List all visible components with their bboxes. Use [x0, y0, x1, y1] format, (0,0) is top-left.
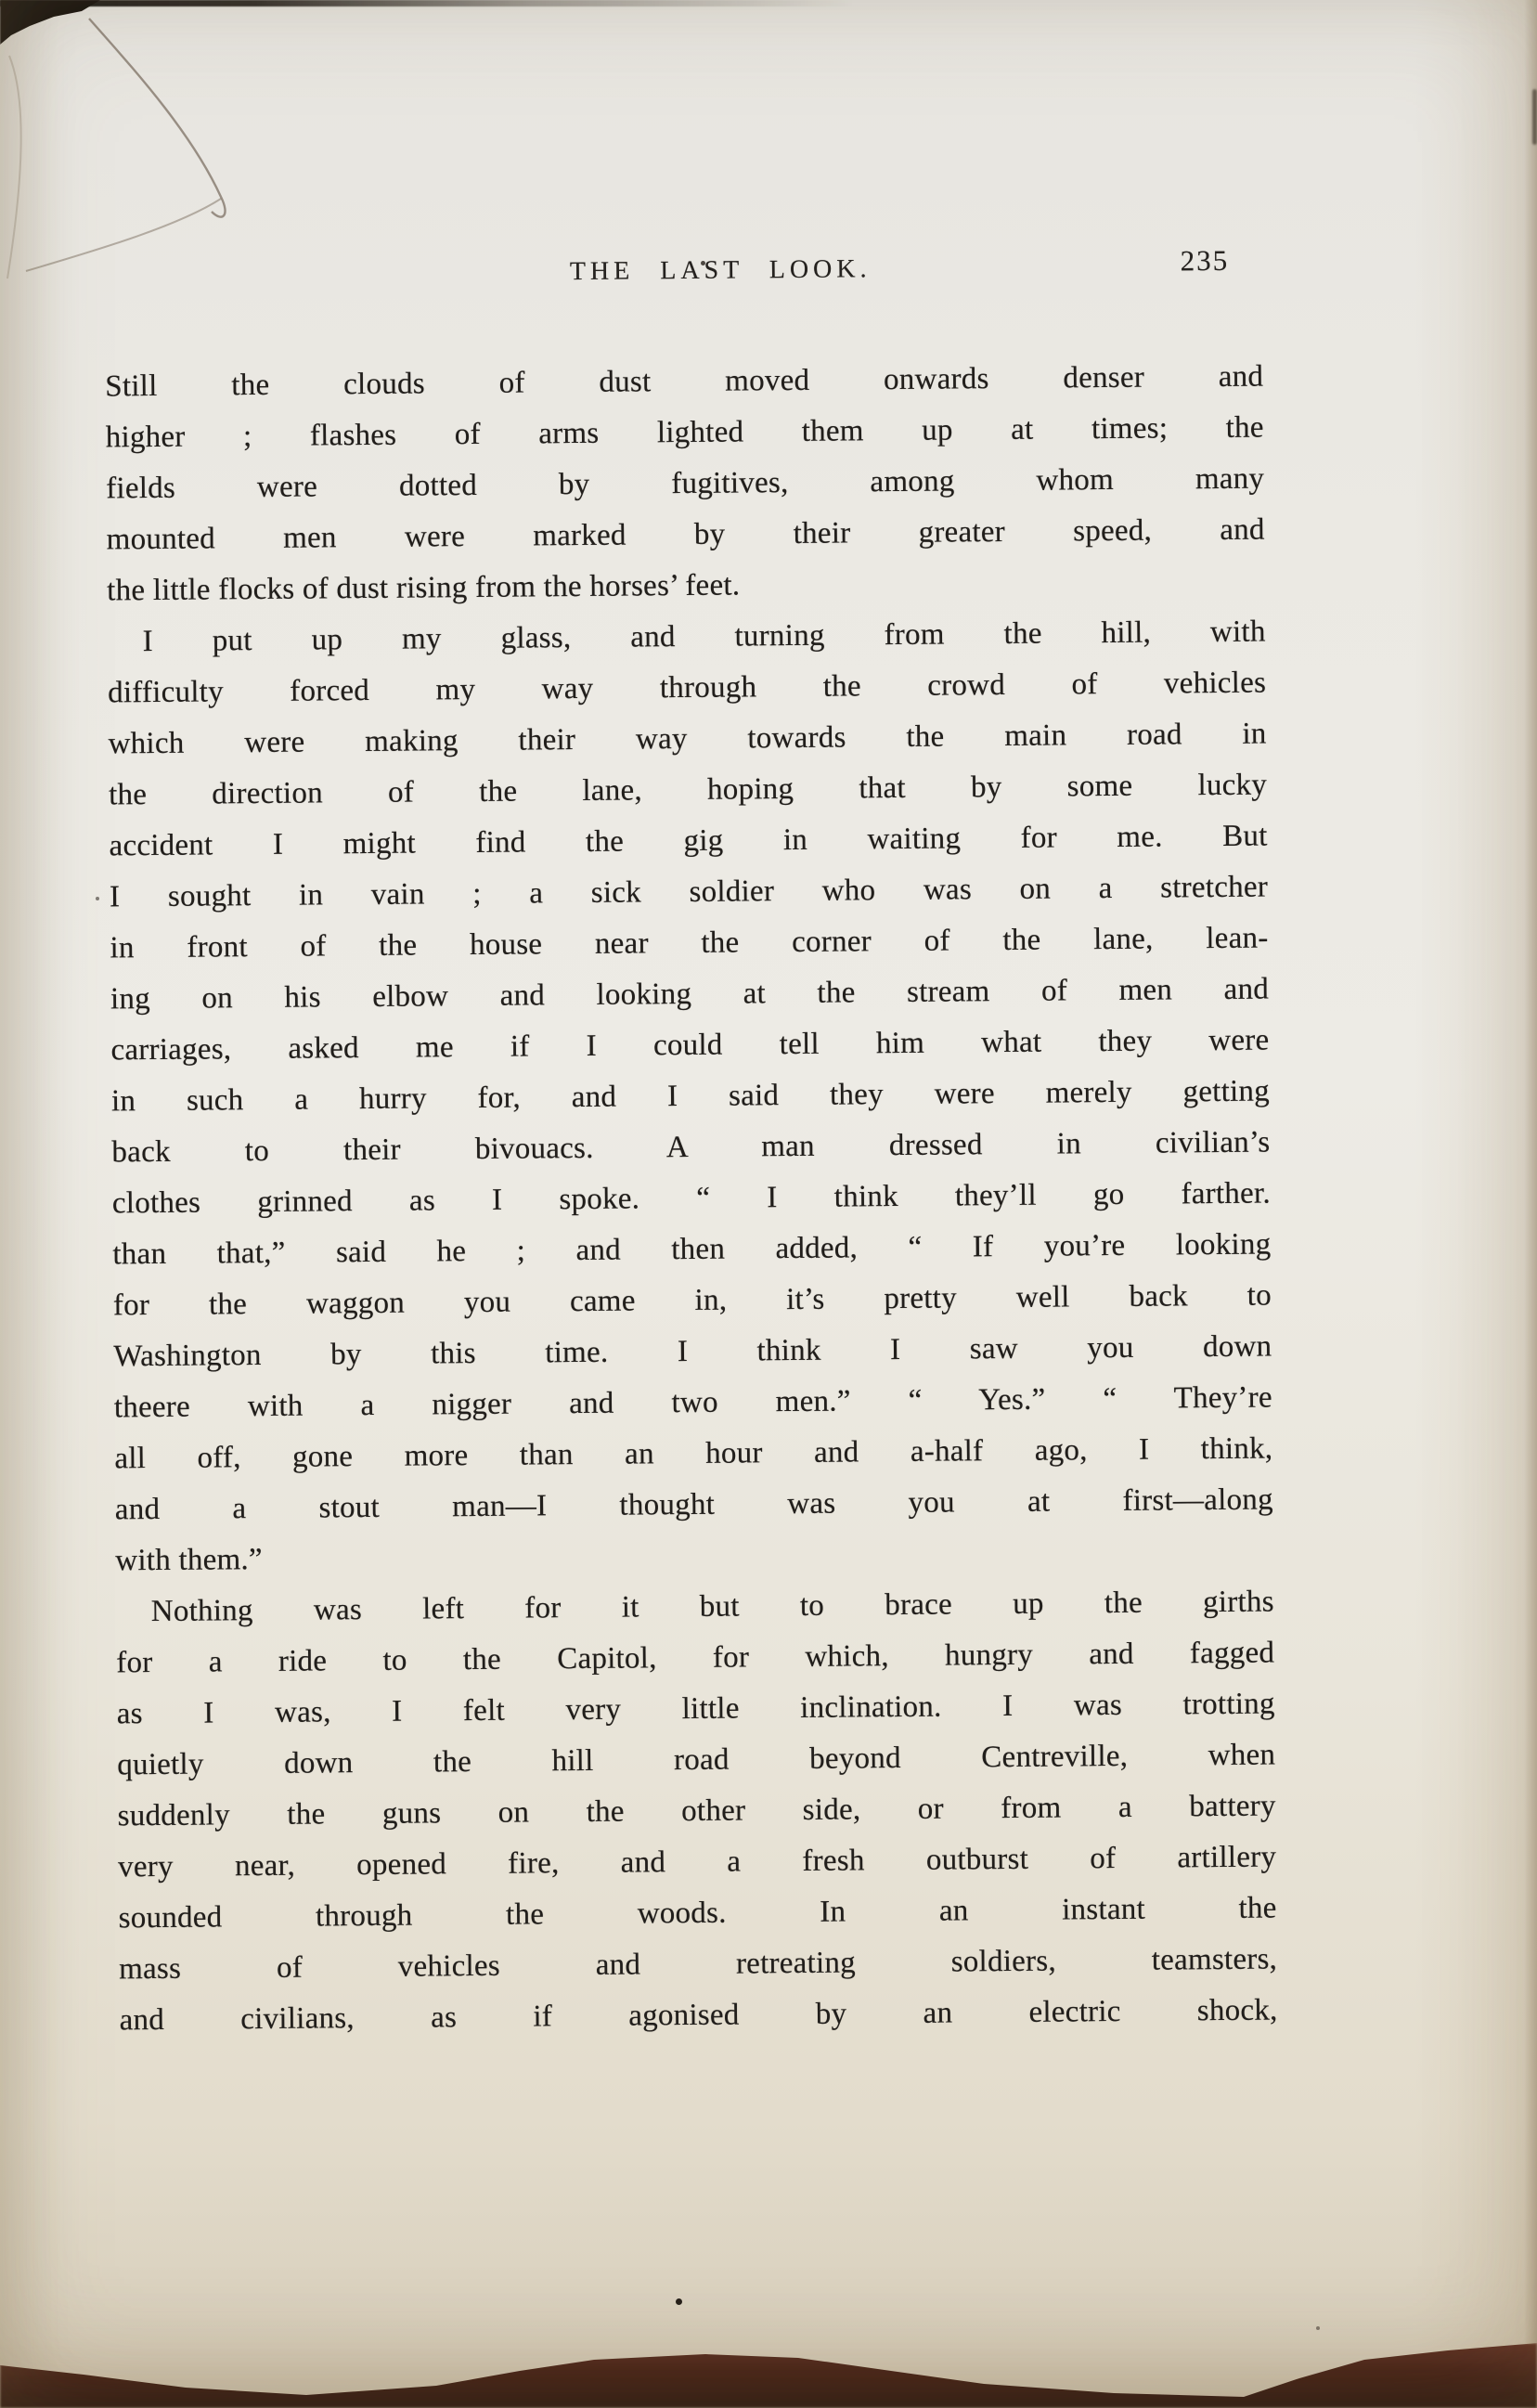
page-number: 235 [1180, 243, 1230, 278]
text-line: accident I might find the gig in waiting for me. But [109, 819, 1268, 863]
text-line: with them.” [115, 1543, 264, 1578]
torn-corner [0, 0, 121, 56]
paragraph [116, 1577, 1278, 2047]
text-line: for the waggon you came in, it’s pretty well back to [112, 1278, 1272, 1323]
text-line: in such a hurry for, and I said they were merely getting [110, 1074, 1271, 1119]
ink-speck [676, 2298, 682, 2305]
text-line: mounted men were marked by their greater speed, and [106, 512, 1265, 557]
bottom-edge-stain [0, 2343, 1537, 2408]
scan-top-edge [0, 0, 854, 6]
text-line: than that,” said he ; and then added, “ If you’re looking [112, 1227, 1272, 1272]
text-line: I sought in vain ; a sick soldier who was on a stretcher [109, 870, 1269, 914]
text-line: as I was, I felt very little inclination. I was trotting [116, 1687, 1275, 1731]
text-line: Washington by this time. I think I saw you down [113, 1329, 1272, 1374]
text-line: ing on his elbow and looking at the stream of men and [110, 972, 1270, 1016]
text-line: difficulty forced my way through the crowd of vehicles [107, 666, 1267, 710]
text-line: very near, opened fire, and a fresh outburst of artillery [118, 1840, 1277, 1884]
text-line: mass of vehicles and retreating soldiers, teamsters, [118, 1942, 1278, 1987]
text-line: in front of the house near the corner of the lane, lean- [110, 921, 1269, 965]
text-line: fields were dotted by fugitives, among whom many [106, 461, 1265, 506]
text-line: the little flocks of dust rising from the horses’ feet. [107, 568, 741, 608]
text-line: sounded through the woods. In an instant the [118, 1891, 1277, 1935]
text-line: Still the clouds of dust moved onwards denser and [105, 359, 1264, 404]
paragraph [105, 352, 1265, 617]
text-line: suddenly the guns on the other side, or from a battery [117, 1789, 1276, 1833]
text-line: which were making their way towards the main road in [108, 717, 1267, 761]
text-line: clothes grinned as I spoke. “ I think they’ll go farther. [111, 1176, 1272, 1221]
ink-speck [96, 897, 99, 900]
text-line: and a stout man—I thought was you at first—along [114, 1482, 1273, 1527]
text-line: I put up my glass, and turning from the hill, with [142, 615, 1266, 659]
text-line: the direction of the lane, hoping that by some lucky [108, 768, 1268, 812]
page-right-edge-shadow [1524, 0, 1537, 2408]
text-line: higher ; flashes of arms lighted them up at times; the [105, 410, 1264, 455]
page-text [105, 352, 1278, 2047]
running-title: THE LAST LOOK. [569, 254, 872, 287]
text-block [104, 244, 1278, 2047]
text-line: and civilians, as if agonised by an electric shock, [119, 1993, 1278, 2038]
text-line: for a ride to the Capitol, for which, hungry and fagged [116, 1636, 1275, 1680]
paragraph [107, 607, 1273, 1587]
text-line: quietly down the hill road beyond Centreville, when [117, 1738, 1276, 1782]
text-line: theere with a nigger and two men.” “ Yes.” “ They’re [113, 1380, 1272, 1425]
ink-speck [1316, 2326, 1320, 2330]
page-right-edge-mark [1532, 89, 1537, 145]
page-header [104, 244, 1263, 314]
text-line: all off, gone more than an hour and a-half ago, I think, [114, 1431, 1273, 1476]
text-line: carriages, asked me if I could tell him what they were [110, 1023, 1270, 1068]
text-line: Nothing was left for it but to brace up the girths [150, 1585, 1274, 1629]
text-line: back to their bivouacs. A man dressed in civilian’s [111, 1125, 1271, 1170]
